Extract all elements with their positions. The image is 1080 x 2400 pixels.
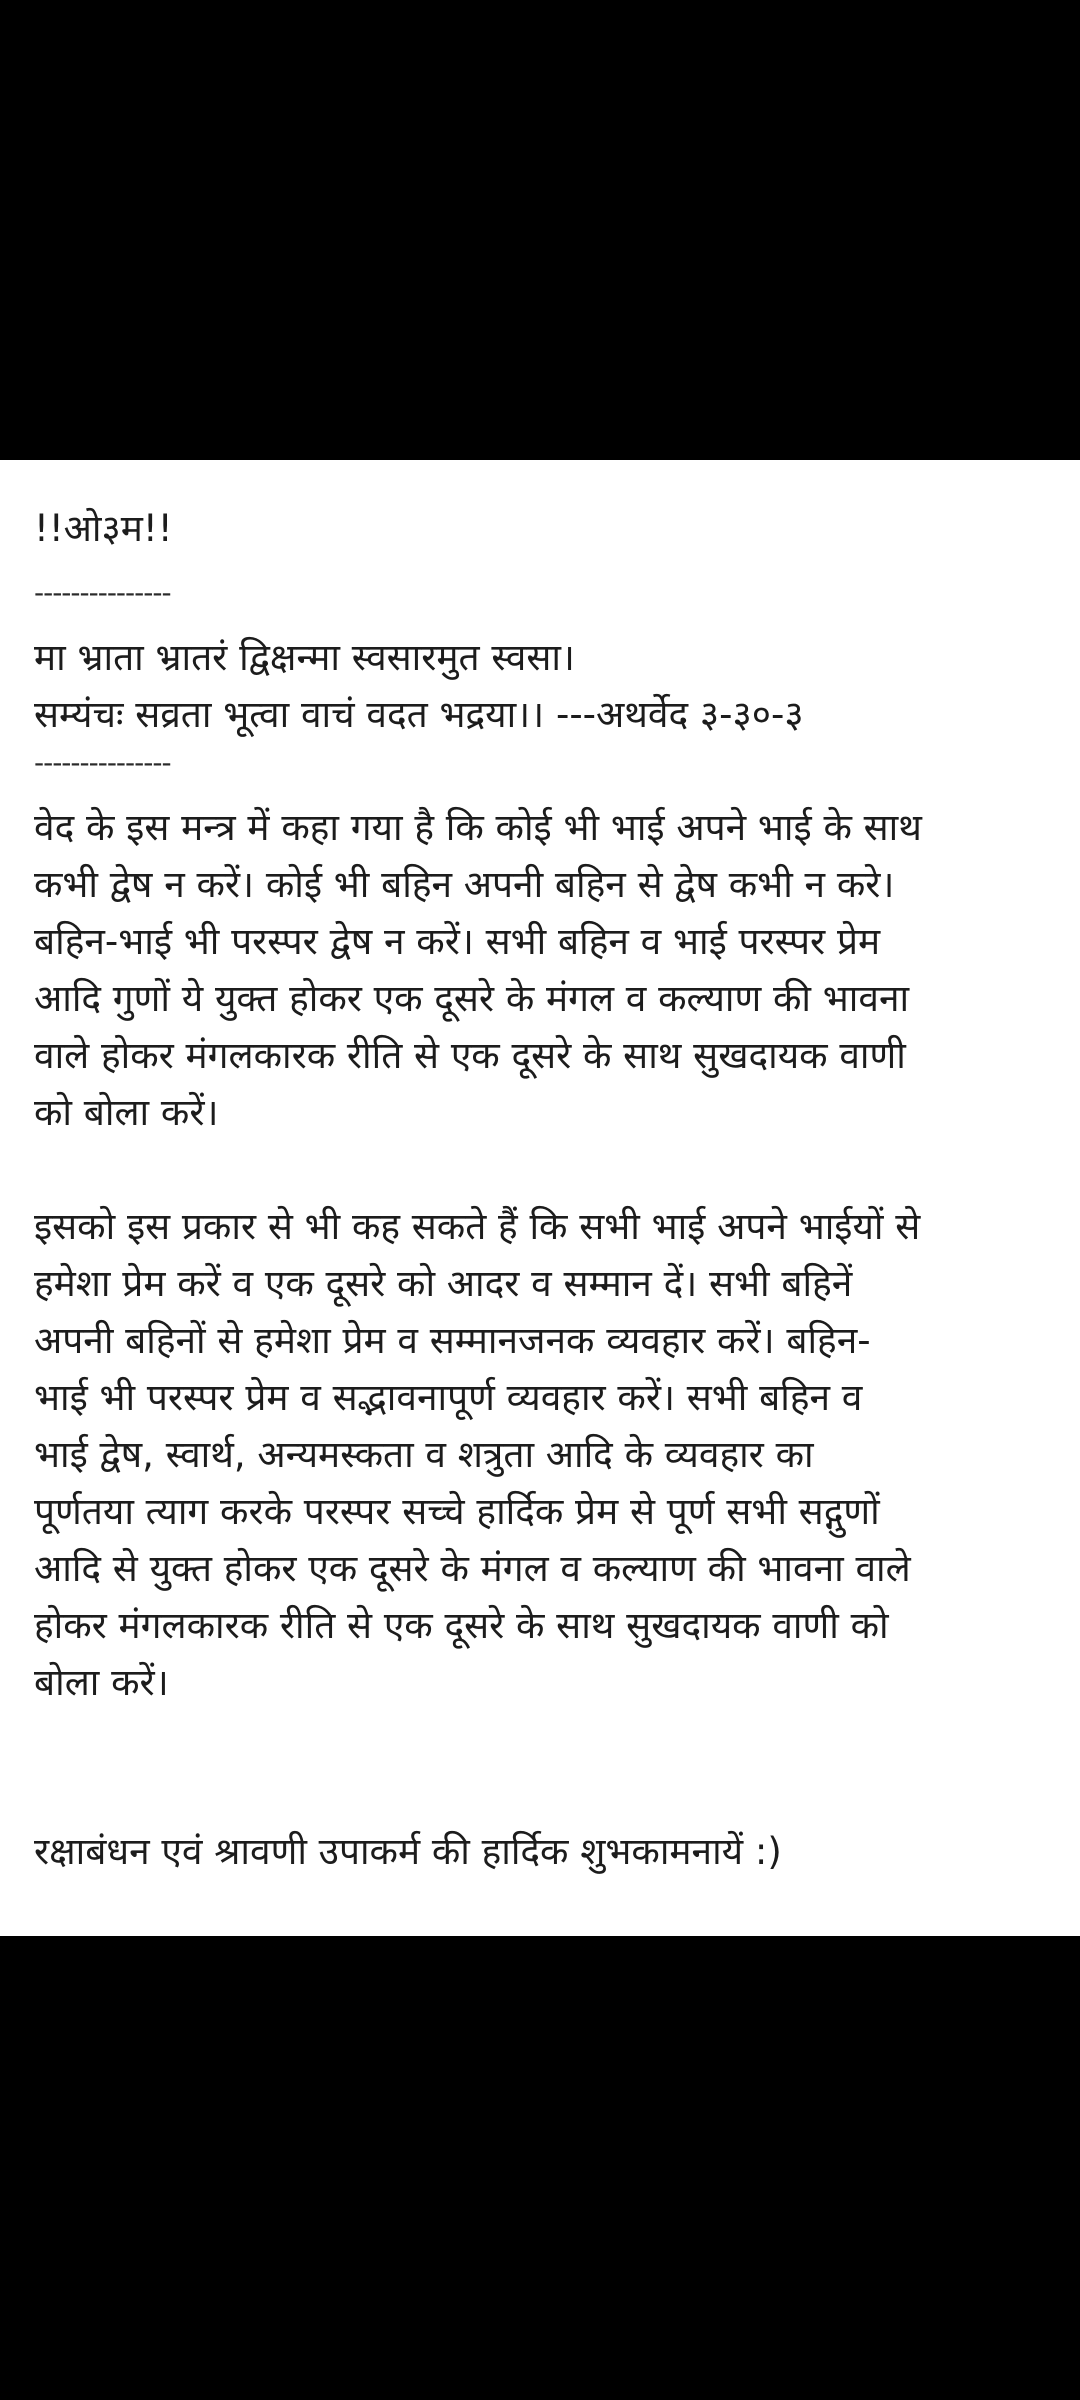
paragraph-line: भाई भी परस्पर प्रेम व सद्भावनापूर्ण व्यवहार करें। सभी बहिन व <box>34 1376 863 1419</box>
mantra-line: सम्यंचः सव्रता भूत्वा वाचं वदत भद्रया।। ---अथर्वेद ३-३०-३ <box>34 693 804 736</box>
divider-bottom: --------------- <box>34 746 171 779</box>
paragraph-line: हमेशा प्रेम करें व एक दूसरे को आदर व सम्मान दें। सभी बहिनें <box>34 1262 853 1305</box>
divider-top: --------------- <box>34 576 171 609</box>
paragraph-line: आदि गुणों ये युक्त होकर एक दूसरे के मंगल व कल्याण की भावना <box>34 977 910 1020</box>
paragraph-line: को बोला करें। <box>34 1091 219 1134</box>
paragraph-line: होकर मंगलकारक रीति से एक दूसरे के साथ सुखदायक वाणी को <box>34 1604 889 1647</box>
closing-greeting: रक्षाबंधन एवं श्रावणी उपाकर्म की हार्दिक शुभकामनायें :) <box>34 1830 782 1873</box>
post-content <box>34 500 1054 1880</box>
paragraph-line: बहिन-भाई भी परस्पर द्वेष न करें। सभी बहिन व भाई परस्पर प्रेम <box>34 920 881 963</box>
paragraph-line: अपनी बहिनों से हमेशा प्रेम व सम्मानजनक व्यवहार करें। बहिन- <box>34 1319 871 1362</box>
paragraph-line: इसको इस प्रकार से भी कह सकते हैं कि सभी भाई अपने भाईयों से <box>34 1205 921 1248</box>
paragraph-line: भाई द्वेष, स्वार्थ, अन्यमस्कता व शत्रुता आदि के व्यवहार का <box>34 1433 814 1476</box>
paragraph-line: पूर्णतया त्याग करके परस्पर सच्चे हार्दिक प्रेम से पूर्ण सभी सद्गुणों <box>34 1490 880 1533</box>
paragraph-line: बोला करें। <box>34 1661 169 1704</box>
mantra-line: मा भ्राता भ्रातरं द्विक्षन्मा स्वसारमुत स्वसा। <box>34 636 575 679</box>
paragraph-line: आदि से युक्त होकर एक दूसरे के मंगल व कल्याण की भावना वाले <box>34 1547 911 1590</box>
paragraph-line: कभी द्वेष न करें। कोई भी बहिन अपनी बहिन से द्वेष कभी न करे। <box>34 863 895 906</box>
paragraph-line: वाले होकर मंगलकारक रीति से एक दूसरे के साथ सुखदायक वाणी <box>34 1034 906 1077</box>
paragraph-2 <box>34 1198 1054 1711</box>
mantra-block <box>34 629 1054 743</box>
text-post-image[interactable] <box>0 460 1080 1936</box>
paragraph-line: वेद के इस मन्त्र में कहा गया है कि कोई भी भाई अपने भाई के साथ <box>34 806 922 849</box>
om-heading: !!ओ३म!! <box>34 507 173 550</box>
paragraph-1 <box>34 799 1054 1141</box>
